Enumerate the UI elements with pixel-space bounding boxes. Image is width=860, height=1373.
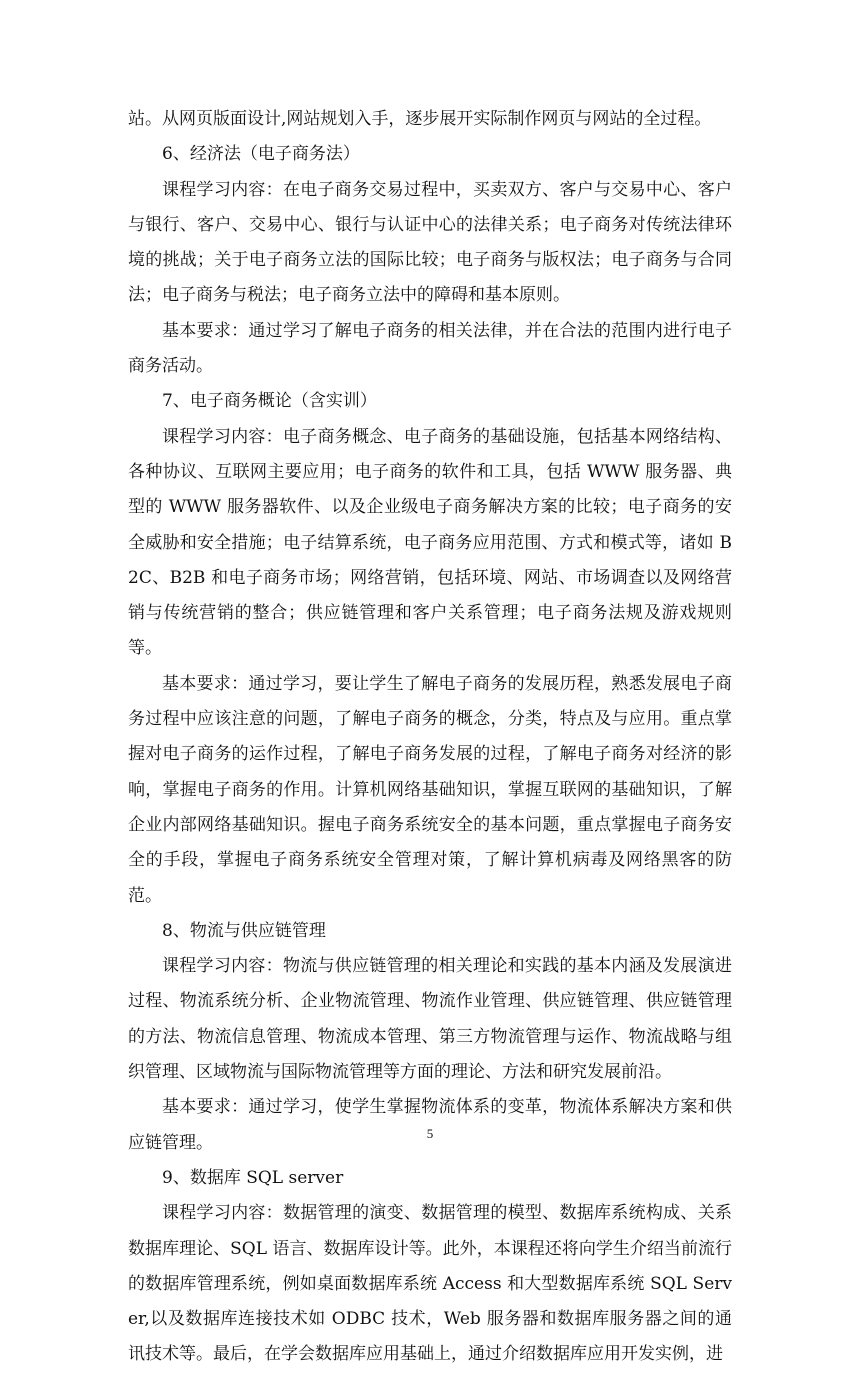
- paragraph-6-content: 课程学习内容：在电子商务交易过程中，买卖双方、客户与交易中心、客户与银行、客户、交易中心、银行与认证中心的法律关系；电子商务对传统法律环境的挑战；关于电子商务立法的国际比较；电子商务与版权法；电子商务与合同法；电子商务与税法；电子商务立法中的障碍和基本原则。: [128, 179, 732, 306]
- document-body: [128, 102, 732, 1373]
- section-heading-9: 9、数据库 SQL server: [162, 1167, 344, 1188]
- paragraph-7-requirements: 基本要求：通过学习，要让学生了解电子商务的发展历程，熟悉发展电子商务过程中应该注意的问题，了解电子商务的概念，分类，特点及与应用。重点掌握对电子商务的运作过程，了解电子商务发展的过程，了解电子商务对经济的影响，掌握电子商务的作用。计算机网络基础知识，掌握互联网的基础知识，了解企业内部网络基础知识。握电子商务系统安全的基本问题，重点掌握电子商务安全的手段，掌握电子商务系统安全管理对策，了解计算机病毒及网络黑客的防范。: [128, 673, 732, 906]
- paragraph-6-requirements: 基本要求：通过学习了解电子商务的相关法律，并在合法的范围内进行电子商务活动。: [128, 320, 732, 377]
- section-heading-6: 6、经济法（电子商务法）: [162, 144, 360, 165]
- section-heading-7: 7、电子商务概论（含实训）: [162, 391, 377, 412]
- paragraph-7-content: 课程学习内容：电子商务概念、电子商务的基础设施，包括基本网络结构、各种协议、互联网主要应用；电子商务的软件和工具，包括 WWW 服务器、典型的 WWW 服务器软件、以及企业级电子商务解决方案的比较；电子商务的安全威胁和安全措施；电子结算系统，电子商务应用范围、方式和模式等，诸如 B2C、B2B 和电子商务市场；网络营销，包括环境、网站、市场调查以及网络营销与传统营销的整合；供应链管理和客户关系管理；电子商务法规及游戏规则等。: [128, 426, 732, 659]
- paragraph-8-requirements: 基本要求：通过学习，使学生掌握物流体系的变革，物流体系解决方案和供应链管理。: [128, 1097, 732, 1153]
- paragraph-9-content: 课程学习内容：数据管理的演变、数据管理的模型、数据库系统构成、关系数据库理论、SQL 语言、数据库设计等。此外，本课程还将向学生介绍当前流行的数据库管理系统，例如桌面数据库系统 Access 和大型数据库系统 SQL Server,以及数据库连接技术如 ODBC 技术，Web 服务器和数据库服务器之间的通讯技术等。最后，在学会数据库应用基础上，通过介绍数据库应用开发实例，进: [128, 1203, 732, 1365]
- paragraph-8-content: 课程学习内容：物流与供应链管理的相关理论和实践的基本内涵及发展演进过程、物流系统分析、企业物流管理、物流作业管理、供应链管理、供应链管理的方法、物流信息管理、物流成本管理、第三方物流管理与运作、物流战略与组织管理、区域物流与国际物流管理等方面的理论、方法和研究发展前沿。: [128, 956, 732, 1083]
- paragraph-continuation: 站。从网页版面设计,网站规划入手，逐步展开实际制作网页与网站的全过程。: [128, 109, 712, 129]
- section-heading-8: 8、物流与供应链管理: [162, 920, 326, 941]
- page-number: 5: [426, 1126, 434, 1141]
